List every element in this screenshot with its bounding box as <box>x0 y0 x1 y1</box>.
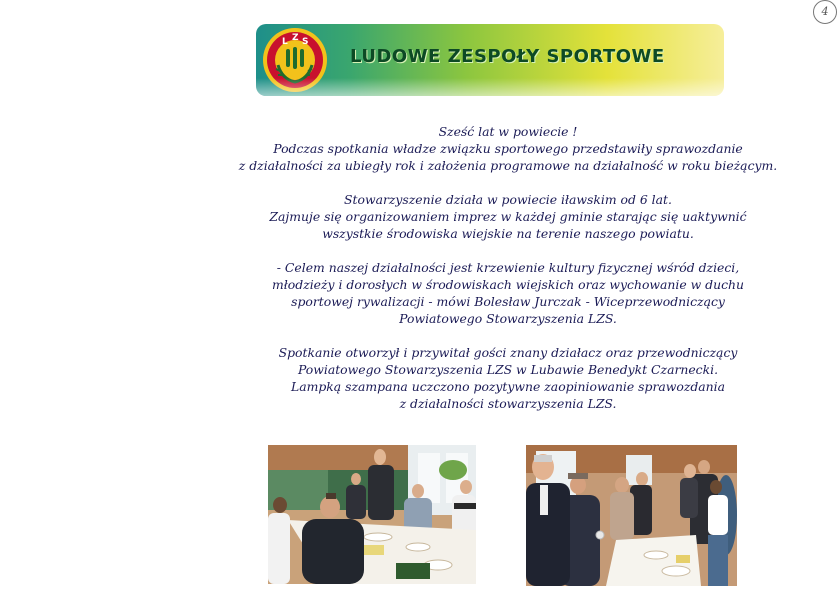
header-banner <box>256 24 724 96</box>
svg-text:S: S <box>302 37 309 47</box>
svg-text:L: L <box>282 37 288 47</box>
article-line: Stowarzyszenie działa w powiecie iławskim od 6 lat. <box>344 192 672 207</box>
article-line: młodzieży i dorosłych w środowiskach wiejskich oraz wychowanie w duchu <box>272 277 744 292</box>
page-number: 4 <box>813 0 837 24</box>
article-paragraph <box>226 259 790 327</box>
article-line: Spotkanie otworzył i przywitał gości znany działacz oraz przewodniczący <box>278 345 738 360</box>
article-line: - Celem naszej działalności jest krzewienie kultury fizycznej wśród dzieci, <box>276 260 740 275</box>
article-line: z działalności stowarzyszenia LZS. <box>399 396 617 411</box>
toast-photo-icon <box>526 445 737 586</box>
article-line: z działalności za ubiegły rok i założenia programowe na działalność w roku bieżącym. <box>238 158 778 173</box>
article-line: Powiatowego Stowarzyszenia LZS w Lubawie Benedykt Czarnecki. <box>297 362 719 377</box>
article-line: Powiatowego Stowarzyszenia LZS. <box>399 311 617 326</box>
svg-text:Z: Z <box>292 33 299 43</box>
article-line: sportowej rywalizacji - mówi Bolesław Jurczak - Wiceprzewodniczący <box>291 294 725 309</box>
article-paragraph <box>226 123 790 174</box>
article-line: Podczas spotkania władze związku sportowego przedstawiły sprawozdanie <box>273 141 743 156</box>
meeting-photo-icon <box>268 445 476 584</box>
article-headline: Sześć lat w powiecie ! <box>438 124 578 139</box>
article-paragraph <box>226 191 790 242</box>
article-line: Lampką szampana uczczono pozytywne zaopiniowanie sprawozdania <box>290 379 725 394</box>
article-line: wszystkie środowiska wiejskie na terenie naszego powiatu. <box>322 226 694 241</box>
article-paragraph <box>226 344 790 412</box>
lzs-logo-icon <box>262 27 328 93</box>
article-text <box>226 123 790 429</box>
banner-title: LUDOWE ZESPOŁY SPORTOWE <box>350 46 665 67</box>
article-line: Zajmuje się organizowaniem imprez w każdej gminie starając się uaktywnić <box>269 209 747 224</box>
